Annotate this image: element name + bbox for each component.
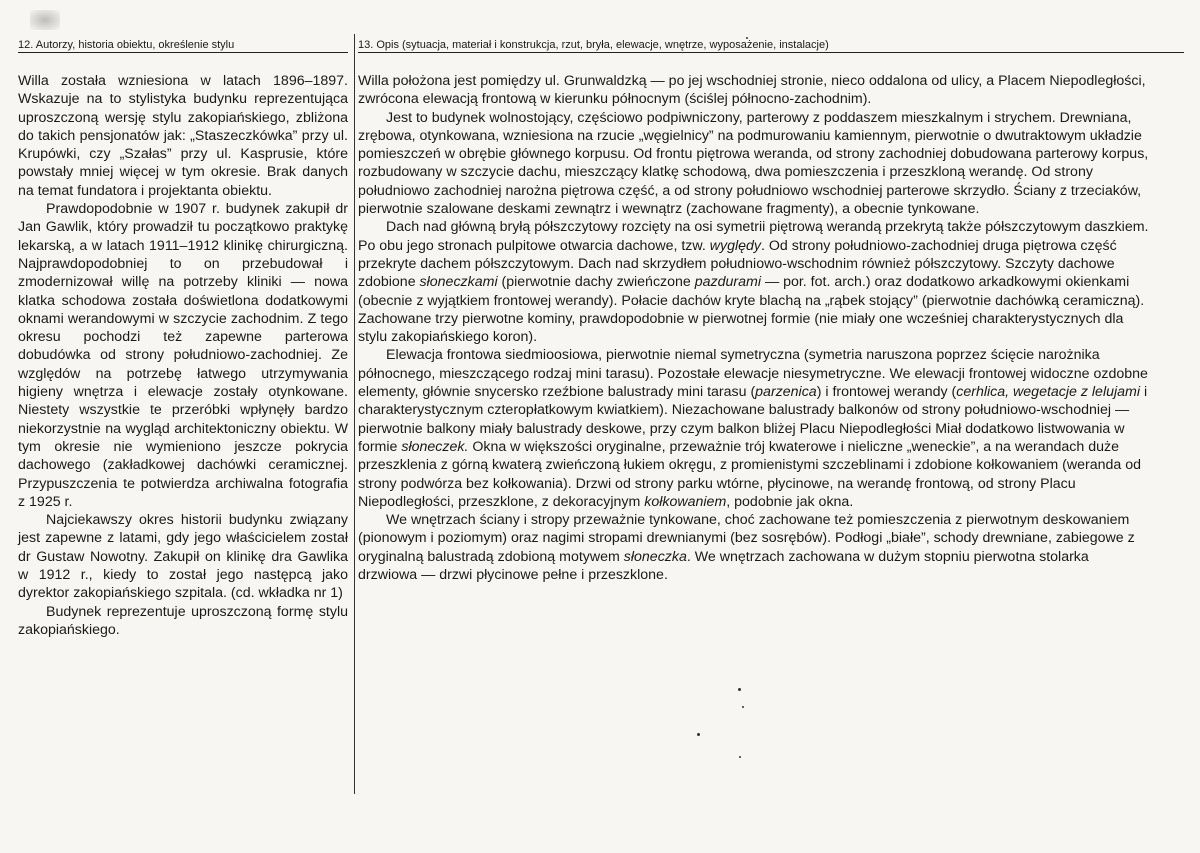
text-run: (pierwotnie dachy zwieńczone [497, 274, 695, 291]
text-run: We wnętrzach ściany i stropy przeważnie tynkowane, choć zachowane też pomieszczenia z pierwotnym deskowaniem (pionowym i poziomym) oraz nagimi stropami drewnianymi (bez sosrębów). Podłogi „białe”, schody drewniane, zabiegowe z oryginalną balustradą zdobioną motywem [358, 512, 1135, 565]
text-run: Dach nad główną bryłą półszczytowy rozcięty na osi symetrii piętrową werandą przekrytą także półszczytowym daszkiem. Po obu jego stronach pulpitowe otwarcia dachowe, tzw. [358, 219, 1149, 254]
italic-term: wyględy [709, 237, 762, 254]
description-column [358, 72, 1150, 584]
italic-term: pazdurami [694, 274, 761, 291]
scan-speck [697, 733, 700, 736]
scan-speck [742, 706, 744, 708]
description-paragraph-4 [358, 346, 1150, 511]
text-run: . Od strony południowo-zachodniej druga piętrowa część przekryte dachem półszczytowym. Dach nad skrzydłem południowo-wschodnim również półszczytowy. Szczyty dachowe zdobione [358, 237, 1117, 291]
text-run: — por. fot. arch.) oraz dodatkowo arkadkowymi okienkami (obecnie z wyjątkiem frontowej werandy). Połacie dachów kryte blachą na „rąbek stojący” (pierwotnie dachówką ceramiczną). Zachowane trzy pierwotne kominy, prawdopodobnie w pierwotnej formie (nie miały one wcześniej charakterystycznych dla stylu zakopiańskiego koron). [358, 274, 1145, 346]
description-paragraph-3 [358, 218, 1150, 346]
text-run: Okna w większości oryginalne, przeważnie trój kwaterowe i nieliczne „weneckie”, a na werandach duże przeszklenia z górną kwaterą zwieńczoną łukiem okręgu, z promienistymi szczeblinami i zdobione kołkowaniem (weranda od strony podwórza bez kołkowania). Drzwi od strony parku wtórne, płycinowe, na werandę frontową, od strony Placu Niepodległości, przeszklone, z dekoracyjnym [358, 438, 1142, 510]
section-12-header: 12. Autorzy, historia obiektu, określenie stylu [18, 38, 348, 53]
description-paragraph-1: Willa położona jest pomiędzy ul. Grunwaldzką — po jej wschodniej stronie, nieco oddalona od ulicy, a Placem Niepodległości, zwrócona elewacją frontową w kierunku północnym (ściślej północno-zachodnim). [358, 73, 1146, 108]
text-run: ) i frontowej werandy ( [816, 384, 957, 401]
text-run: , podobnie jak okna. [726, 493, 854, 510]
column-divider [354, 34, 355, 794]
italic-term: kołkowaniem [644, 493, 727, 510]
description-paragraph-2: Jest to budynek wolnostojący, częściowo podpiwniczony, parterowy z poddaszem mieszkalnym i strychem. Drewniana, zrębowa, otynkowana, wzniesiona na rzucie „węgielnicy” na podmurowaniu kamiennym, pierwotnie o dwutraktowym układzie pomieszczeń w obrębie głównego korpusu. Od frontu piętrowa weranda, od strony zachodniej dobudowana parterowy korpus, rozbudowany w szczycie dachu, mieszczący klatkę schodową, dwa pomieszczenia i przeszkloną werandę. Od strony południowo zachodniej narożna piętrowa część, a od strony południowo wschodniej parterowe skrzydło. Ściany z trzeciaków, pierwotnie szalowane deskami zewnątrz i wewnątrz (zachowane fragmenty), a obecnie tynkowane. [358, 109, 1149, 218]
italic-term: słoneczka [623, 548, 687, 565]
text-run: Elewacja frontowa siedmioosiowa, pierwotnie niemal symetryczna (symetria naruszona poprzez ścięcie narożnika północnego, mieszczącego rodzaj mini tarasu). Pozostałe elewacje niesymetryczne. We elewacji frontowej widoczne ozdobne elementy, głównie snycersko rzeźbione balustrady mini tarasu ( [358, 347, 1148, 401]
history-paragraph-3: Najciekawszy okres historii budynku związany jest zapewne z latami, gdy jego właścicielem został dr Gustaw Nowotny. Zakupił on klinikę dra Gawlika w 1912 r., kiedy to został jego następcą jako dyrektor zakopiańskiego szpitala. (cd. wkładka nr 1) [18, 512, 348, 602]
history-column [18, 72, 348, 639]
text-run: . We wnętrzach zachowana w dużym stopniu pierwotna stolarka drzwiowa — drzwi płycinowe pełne i przeszklone. [358, 548, 1089, 584]
description-paragraph-5 [358, 511, 1150, 584]
text-run: i charakterystycznym czteropłatkowym kwiatkiem). Niezachowane balustrady balkonów od strony południowo-wschodniej — pierwotnie balkony miały balustrady deskowe, przy czym balkon bliżej Placu Niepodległości Miał dodatkowo listwowania w formie [358, 384, 1148, 455]
scan-speck [739, 756, 741, 758]
italic-term: parzenica [755, 384, 817, 401]
italic-term: słoneczkami [419, 274, 498, 291]
scan-speck [738, 688, 741, 691]
history-paragraph-1: Willa została wzniesiona w latach 1896–1897. Wskazuje na to stylistyka budynku reprezentująca uproszczoną wersję stylu zakopiańskiego, zbliżona do takich pensjonatów jak: „Staszeczkówka” przy ul. Krupówki, czy „Szałas” przy ul. Kasprusie, które powstały mniej więcej w tym okresie. Brak danych na temat fundatora i projektanta obiektu. [18, 73, 348, 199]
history-paragraph-2: Prawdopodobnie w 1907 r. budynek zakupił dr Jan Gawlik, który prowadził tu początkowo praktykę lekarską, a w latach 1911–1912 klinikę chirurgiczną. Najprawdopodobniej to on przebudował i zmodernizował willę na potrzeby kliniki — nowa klatka schodowa została doświetlona dodatkowymi oknami werandowymi w szczycie zachodnim. Z tego okresu pochodzi też zapewne parterowa dobudówka od strony południowo-zachodniej. Ze względów na potrzebę łatwego utrzymywania higieny wnętrza i elewacje zostały otynkowane. Niestety wszystkie te przeróbki wpłynęły bardzo niekorzystnie na wygląd architektoniczny obiektu. W tym okresie nie wymieniono jeszcze pokrycia dachowego (zakładkowej dachówki ceramicznej. Przypuszczenia te potwierdza archiwalna fotografia z 1925 r. [18, 201, 348, 510]
section-13-header: 13. Opis (sytuacja, materiał i konstrukcja, rzut, bryła, elewacje, wnętrze, wyposażenie, instalacje) [358, 38, 1184, 53]
history-paragraph-4: Budynek reprezentuje uproszczoną formę stylu zakopiańskiego. [18, 603, 348, 638]
scan-smudge [30, 10, 60, 30]
italic-term: cerhlica, wegetacje z lelujami [956, 384, 1140, 401]
italic-term: słoneczek. [401, 438, 469, 455]
scan-speck [746, 37, 748, 39]
